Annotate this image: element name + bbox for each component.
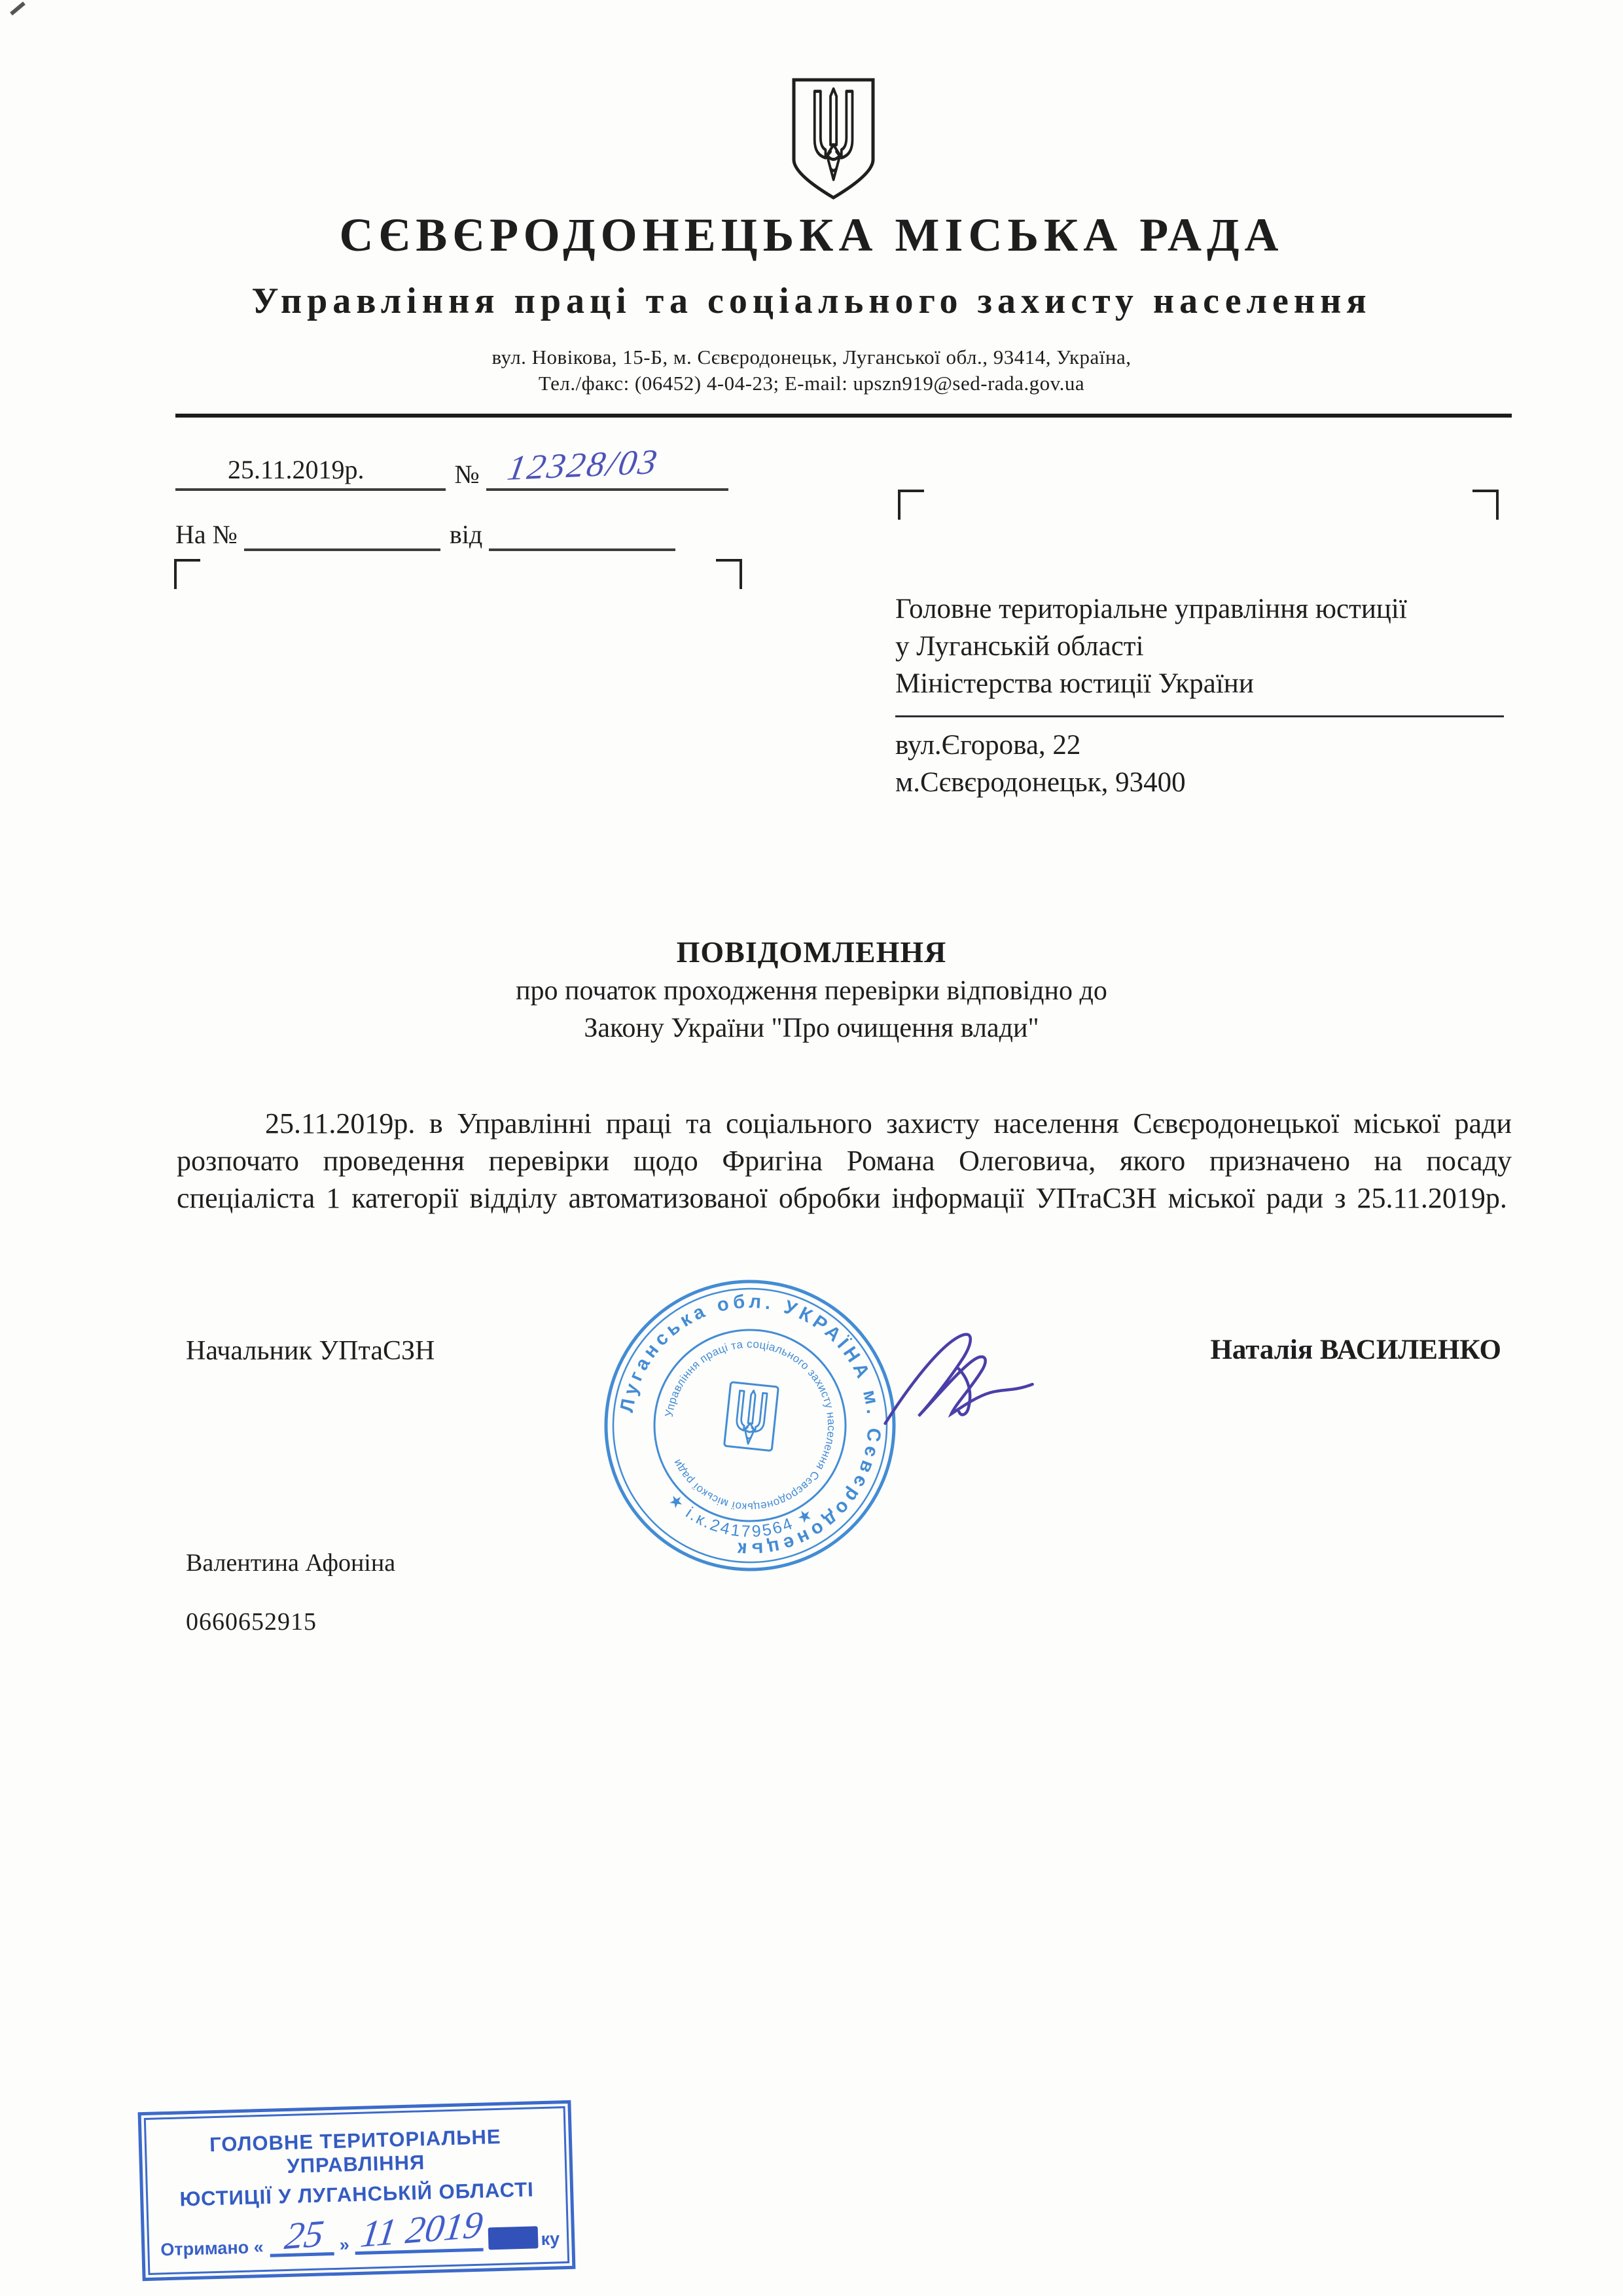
- signer-name: Наталія ВАСИЛЕНКО: [1210, 1335, 1501, 1365]
- recipient-street: вул.Єгорова, 22: [895, 730, 1081, 761]
- received-month-year-field: [354, 2202, 486, 2255]
- header-divider: [175, 414, 1512, 418]
- received-stamp-line: ЮСТИЦІЇ У ЛУГАНСЬКІЙ ОБЛАСТІ: [179, 2178, 535, 2211]
- recipient-city: м.Сєвєродонецьк, 93400: [895, 767, 1186, 798]
- ruled-line: [489, 514, 675, 551]
- org-name: СЄВЄРОДОНЕЦЬКА МІСЬКА РАДА: [339, 209, 1284, 261]
- stamp-inner-ring-text: Управління праці та соціального захисту населення Сєвєродонецької міської ради: [662, 1337, 838, 1514]
- received-stamp: [138, 2100, 576, 2281]
- stamp-code-text: ★ і.к.24179564 ★: [664, 1490, 818, 1541]
- org-address: вул. Новікова, 15-Б, м. Сєвєродонецьк, Луганської обл., 93414, Україна,: [491, 346, 1132, 368]
- subject-block: [0, 932, 1623, 1047]
- recipient-line: Головне територіальне управління юстиції: [895, 594, 1407, 624]
- signer-position: Начальник УПтаСЗН: [186, 1336, 435, 1366]
- recipient-block: [895, 590, 1510, 801]
- closing-quote: »: [339, 2234, 350, 2255]
- corner-mark: [898, 490, 924, 520]
- ruled-line: [486, 442, 728, 491]
- stamp-ring-text: Луганська обл. УКРАЇНА м. Сєвєродонецьк: [616, 1291, 885, 1560]
- received-stamp-line: ГОЛОВНЕ ТЕРИТОРІАЛЬНЕ УПРАВЛІННЯ: [209, 2125, 501, 2178]
- subject-line: про початок проходження перевірки відповідно до: [516, 976, 1107, 1006]
- ruled-line: [175, 454, 220, 491]
- body-paragraph: 25.11.2019р. в Управлінні праці та соціального захисту населення Сєвєродонецької міської ради розпочато проведення перевірки щодо Фригіна Романа Олеговича, якого призначено на посаду спеціаліста 1 категорії відділу автоматизованої обробки інформації УПтаСЗН міської ради з 25.11.2019р.: [177, 1107, 1512, 1214]
- recipient-line: Міністерства юстиції України: [895, 668, 1254, 699]
- received-date-row: [160, 2202, 560, 2260]
- round-official-stamp: [599, 1275, 901, 1576]
- received-day-field: [270, 2212, 335, 2258]
- handwritten-reg-number: 12328/03: [504, 442, 662, 488]
- dept-name: Управління праці та соціального захисту населення: [251, 281, 1372, 321]
- corner-mark: [1472, 490, 1499, 520]
- scan-artifact: [10, 1, 26, 15]
- handwritten-day: 25: [282, 2212, 327, 2258]
- received-label: Отримано «: [160, 2237, 264, 2260]
- corner-mark: [716, 559, 742, 589]
- contact-phone: 0660652915: [186, 1608, 317, 1636]
- ink-blot: [488, 2226, 539, 2250]
- handwritten-signature: [867, 1319, 1060, 1436]
- trident-emblem: [790, 76, 877, 202]
- recipient-line: у Луганській області: [895, 631, 1144, 662]
- subject-title: ПОВІДОМЛЕННЯ: [676, 935, 947, 969]
- subject-line: Закону України "Про очищення влади": [584, 1013, 1039, 1043]
- ruled-line: [244, 514, 440, 551]
- year-suffix: ку: [541, 2229, 560, 2250]
- reply-from-label: від: [449, 520, 483, 549]
- letter-date: 25.11.2019р.: [220, 454, 372, 491]
- handwritten-month-year: 11 2019: [358, 2202, 486, 2255]
- org-phone-email: Тел./факс: (06452) 4-04-23; E-mail: upszn919@sed-rada.gov.ua: [538, 372, 1085, 395]
- reply-to-label: На №: [175, 520, 238, 549]
- number-sign: №: [454, 459, 480, 489]
- reply-reference-row: [175, 514, 675, 551]
- ruled-line: [372, 454, 446, 491]
- contact-person: Валентина Афоніна: [186, 1549, 396, 1577]
- reference-row: [175, 442, 728, 491]
- recipient-divider: [895, 715, 1504, 717]
- corner-mark: [174, 559, 200, 589]
